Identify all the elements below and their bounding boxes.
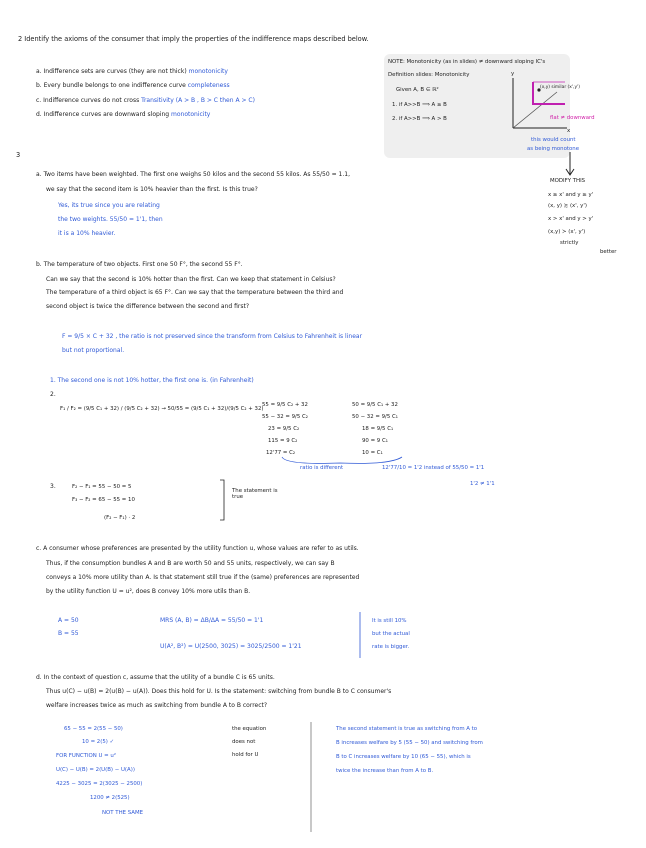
q3a-line-1: a. Two items have been weighted. The first one weighs 50 kilos and the second 55 kilos. As 55/50 = 1.1, — [36, 171, 350, 178]
q3b-eq-mid-3: 23 = 9/5 C₂ — [268, 426, 300, 432]
q3d-line-2: Thus u(C) − u(B) = 2(u(B) − u(A)). Does this hold for U. Is the statement: switching from bundle B to C consumer's — [46, 688, 392, 695]
q3b-formula: F = 9/5 × C + 32 , the ratio is not preserved since the transform from Celsius to Fahrenheit is linear — [62, 333, 363, 340]
note-line-2: Definition slides: Monotonicity — [388, 72, 470, 78]
q3d-mid-1: the equation — [232, 726, 267, 732]
q3b-line-1: b. The temperature of two objects. First one 50 F°, the second 55 F°. — [36, 261, 243, 268]
q3b-eq-mid-5: 12'77 = C₂ — [266, 450, 296, 456]
q3b-line-3: The temperature of a third object is 65 F°. Can we say that the temperature between the third and — [46, 289, 344, 296]
q3d-left-5: 4225 − 3025 = 2(3025 − 2500) — [56, 781, 143, 787]
note-line-4: 1. if A>>B ⟹ A ≥ B — [392, 102, 447, 108]
q3b-eq-right-3: 18 = 9/5 C₁ — [362, 426, 394, 432]
note-graph-x: x — [567, 128, 571, 134]
q3c-note-3: rate is bigger. — [372, 644, 410, 650]
modify-line-4: (x,y) ≻ (x', y') — [548, 229, 586, 235]
note-graph-label: (x,y) similar (x',y') — [540, 85, 580, 90]
q2-item-a: a. Indifference sets are curves (they are not thick) monotonicity — [36, 68, 228, 75]
q3b-ratio-note: ratio is different — [300, 465, 344, 471]
q3b-eq-right-2: 50 − 32 = 9/5 C₁ — [352, 414, 398, 420]
note-graph — [505, 70, 575, 140]
modify-annotation-1: strictly — [560, 240, 579, 246]
q3b-eq-mid-1: 55 = 9/5 C₂ + 32 — [262, 402, 308, 408]
q3c-line-4: by the utility function U = u², does B convey 10% more utils than B. — [46, 588, 251, 595]
q3b-formula-2: but not proportional. — [62, 347, 125, 354]
q3b-line-4: second object is twice the difference between the second and first? — [46, 303, 250, 310]
note-flat-label: flat ≠ downward — [550, 115, 595, 121]
modify-line-2: (x, y) ≿ (x', y') — [548, 203, 587, 209]
q3c-u2: U(A², B²) = U(2500, 3025) = 3025/2500 = 1'21 — [160, 643, 302, 650]
q3d-line-3: welfare increases twice as much as switching from bundle A to B correct? — [46, 702, 268, 709]
q3d-right-2: B increases welfare by 5 (55 − 50) and switching from — [336, 740, 483, 746]
q3d-left-4: U(C) − U(B) = 2(U(B) − U(A)) — [56, 767, 135, 773]
note-graph-y: y — [511, 71, 515, 77]
modify-line-1: x ≥ x' and y ≥ y' — [548, 192, 594, 198]
eq3-bracket — [218, 478, 228, 522]
q3b-ratio-value: 12'77/10 = 1'2 instead of 55/50 = 1'1 — [382, 465, 485, 471]
q3b-eq3-3: (F₂ − F₁) · 2 — [104, 515, 136, 521]
q3b-point-1: 1. The second one is not 10% hotter, the first one is. (in Fahrenheit) — [50, 377, 254, 384]
modify-annotation-2: better — [600, 249, 617, 255]
q3d-right-3: B to C increases welfare by 10 (65 − 55), which is — [336, 754, 471, 760]
q3c-mrs: MRS (A, B) = ΔB/ΔA = 55/50 = 1'1 — [160, 617, 264, 624]
q3a-answer-2: the two weights. 55/50 = 1'1, then — [58, 216, 163, 223]
q3c-note-1: It is still 10% — [372, 618, 407, 624]
note-line-3: Given A, B ∈ ℝ² — [396, 87, 439, 93]
q3d-left-6: 1200 ≠ 2(525) — [90, 795, 130, 801]
q3d-left-2: 10 = 2(5) ✓ — [82, 739, 115, 745]
q3d-divider — [308, 720, 314, 835]
q3c-value-b: B = 55 — [58, 630, 79, 637]
q3d-right-1: The second statement is true as switching from A to — [336, 726, 478, 732]
note-line-5: 2. if A>>B ⟹ A > B — [392, 116, 447, 122]
note-line-1: NOTE: Monotonicity (as in slides) ≠ downward sloping IC's — [388, 59, 546, 65]
q3b-eq3-1: F₂ − F₁ = 55 − 50 = 5 — [72, 484, 132, 490]
modify-line-3: x > x' and y > y' — [548, 216, 594, 222]
q3b-ratio-note-2: 1'2 ≠ 1'1 — [470, 481, 495, 487]
q3a-answer-3: it is a 10% heavier. — [58, 230, 116, 237]
q3d-left-7: NOT THE SAME — [102, 810, 144, 816]
q2-item-c: c. Indifference curves do not cross Transitivity (A > B , B > C then A > C) — [36, 97, 255, 104]
arrow-icon — [560, 150, 580, 180]
q3b-eq-right-5: 10 = C₁ — [362, 450, 383, 456]
q3c-value-a: A = 50 — [58, 617, 79, 624]
q3c-line-3: conveys a 10% more utility than A. Is that statement still true if the (same) preferences are represented — [46, 574, 360, 581]
q3b-line-2: Can we say that the second is 10% hotter than the first. Can we keep that statement in Celsius? — [46, 276, 336, 283]
q3b-point-2-label: 2. — [50, 391, 56, 398]
q3b-point-3-label: 3. — [50, 483, 56, 490]
q3b-eq-right-4: 90 = 9 C₁ — [362, 438, 388, 444]
q3c-note-2: but the actual — [372, 631, 410, 637]
q3c-bracket — [356, 610, 366, 660]
q3a-line-2: we say that the second item is 10% heavier than the first. Is this true? — [46, 186, 258, 193]
note-caption-1: this would count — [531, 137, 576, 143]
q3c-line-1: c. A consumer whose preferences are presented by the utility function u, whose values are refer to as utils. — [36, 545, 359, 552]
q3b-eq-right-1: 50 = 9/5 C₁ + 32 — [352, 402, 398, 408]
q2-item-b: b. Every bundle belongs to one indifference curve completeness — [36, 82, 230, 89]
q3a-answer-1: Yes, its true since you are relating — [58, 202, 160, 209]
q3b-eq-left: F₁ / F₂ = (9/5 C₁ + 32) / (9/5 C₂ + 32) → 50/55 = (9/5 C₁ + 32)/(9/5 C₂ + 32) — [60, 406, 264, 412]
q3b-eq-mid-4: 115 = 9 C₂ — [268, 438, 298, 444]
q3d-left-1: 65 − 55 = 2(55 − 50) — [64, 726, 123, 732]
q3d-right-4: twice the increase than from A to B. — [336, 768, 434, 774]
q3-number: 3 — [16, 151, 21, 159]
q2-title: 2 Identify the axioms of the consumer that imply the properties of the indifference maps described below. — [18, 35, 369, 43]
q3d-line-1: d. In the context of question c, assume that the utility of a bundle C is 65 units. — [36, 674, 275, 681]
q3b-eq3-note: The statement is true — [232, 488, 278, 501]
q3b-eq3-2: F₃ − F₂ = 65 − 55 = 10 — [72, 497, 135, 503]
q3d-mid-3: hold for U — [232, 752, 259, 758]
note-caption-2: as being monotone — [527, 146, 580, 152]
modify-title: MODIFY THIS — [550, 178, 586, 184]
q3b-eq-mid-2: 55 − 32 = 9/5 C₂ — [262, 414, 308, 420]
q3d-left-3: FOR FUNCTION U = u² — [56, 753, 116, 759]
q2-item-d: d. Indifference curves are downward sloping monotonicity — [36, 111, 211, 118]
q3c-line-2: Thus, if the consumption bundles A and B are worth 50 and 55 units, respectively, we can say B — [46, 560, 335, 567]
q3d-mid-2: does not — [232, 739, 256, 745]
